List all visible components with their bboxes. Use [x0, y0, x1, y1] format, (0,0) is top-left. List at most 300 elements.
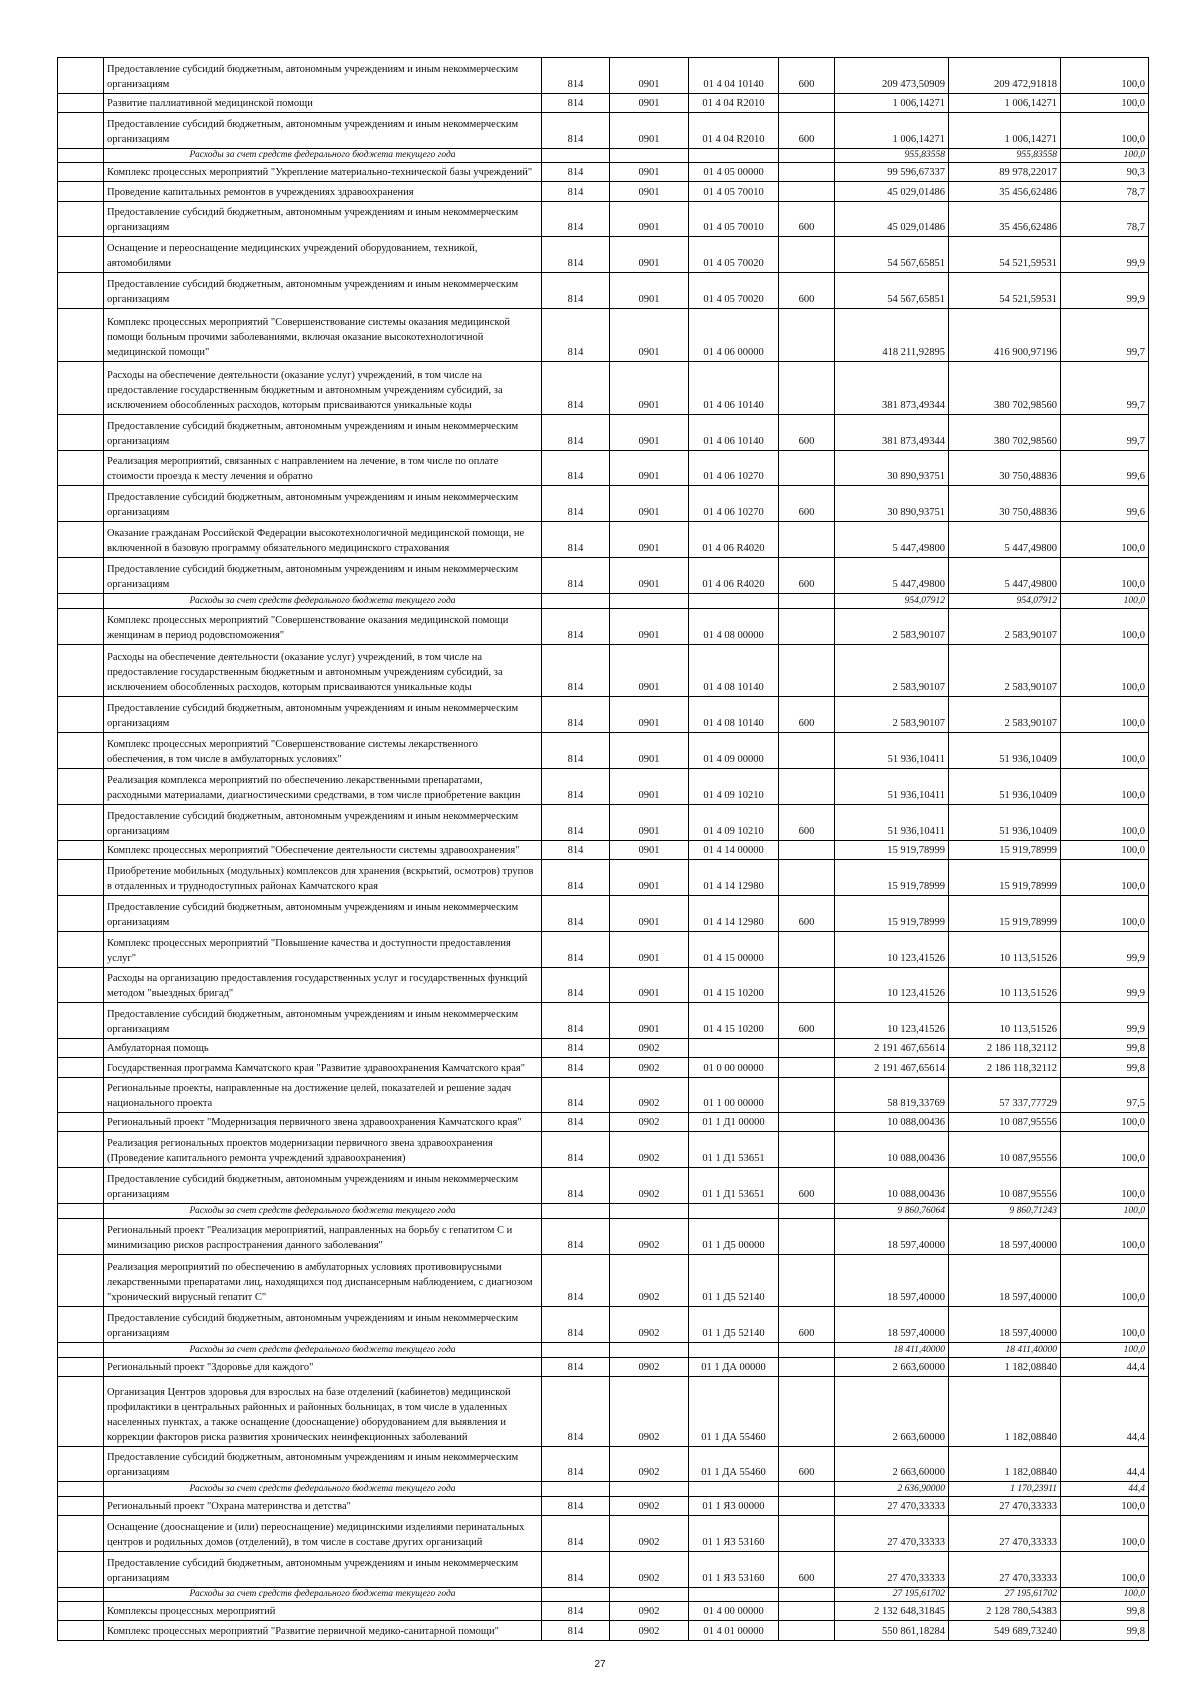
row-target-article: 01 4 06 R4020 — [689, 522, 779, 558]
row-code: 814 — [542, 112, 610, 148]
row-planned-amount: 2 583,90107 — [835, 697, 949, 733]
row-expense-type: 600 — [779, 1003, 835, 1039]
row-target-article: 01 1 Я3 53160 — [689, 1516, 779, 1552]
row-actual-amount: 30 750,48836 — [949, 450, 1061, 486]
row-execution-percent: 99,9 — [1061, 1003, 1149, 1039]
federal-budget-subrow — [58, 1482, 1149, 1497]
table-row — [58, 1058, 1149, 1077]
row-name: Реализация мероприятий по обеспечению в амбулаторных условиях противовирусными лекарственными препаратами лиц, находящихся под диспансерным наблюдением, с диагнозом "хронический вирусный гепатит С" — [104, 1254, 542, 1307]
row-section: 0902 — [610, 1218, 689, 1254]
row-code: 814 — [542, 1496, 610, 1515]
row-section: 0901 — [610, 895, 689, 931]
table-row — [58, 201, 1149, 237]
row-section: 0901 — [610, 840, 689, 859]
row-planned-amount: 45 029,01486 — [835, 182, 949, 201]
row-code: 814 — [542, 1446, 610, 1482]
row-expense-type — [779, 1204, 835, 1219]
row-section: 0901 — [610, 769, 689, 805]
row-index-cell — [58, 361, 104, 414]
row-index-cell — [58, 148, 104, 163]
table-row — [58, 1376, 1149, 1446]
row-planned-amount: 18 411,40000 — [835, 1343, 949, 1358]
row-name: Амбулаторная помощь — [104, 1039, 542, 1058]
row-index-cell — [58, 967, 104, 1003]
row-target-article: 01 4 05 70020 — [689, 273, 779, 309]
row-index-cell — [58, 1357, 104, 1376]
row-execution-percent: 99,9 — [1061, 967, 1149, 1003]
row-name: Комплекс процессных мероприятий "Обеспечение деятельности системы здравоохранения" — [104, 840, 542, 859]
row-name: Проведение капитальных ремонтов в учреждениях здравоохранения — [104, 182, 542, 201]
table-row — [58, 1003, 1149, 1039]
row-index-cell — [58, 163, 104, 182]
row-index-cell — [58, 1077, 104, 1113]
row-code: 814 — [542, 486, 610, 522]
row-section — [610, 1587, 689, 1602]
row-index-cell — [58, 608, 104, 644]
row-name: Реализация региональных проектов модернизации первичного звена здравоохранения (Проведение капитального ремонта учреждений здравоохранения) — [104, 1132, 542, 1168]
row-section: 0902 — [610, 1307, 689, 1343]
row-section: 0901 — [610, 58, 689, 94]
row-section: 0902 — [610, 1516, 689, 1552]
row-planned-amount: 954,07912 — [835, 594, 949, 609]
row-index-cell — [58, 1168, 104, 1204]
table-row — [58, 733, 1149, 769]
row-execution-percent: 100,0 — [1061, 1218, 1149, 1254]
row-code — [542, 1343, 610, 1358]
row-name: Государственная программа Камчатского края "Развитие здравоохранения Камчатского края" — [104, 1058, 542, 1077]
row-actual-amount: 2 583,90107 — [949, 608, 1061, 644]
table-row — [58, 1446, 1149, 1482]
row-code: 814 — [542, 1003, 610, 1039]
row-expense-type — [779, 1343, 835, 1358]
row-code: 814 — [542, 1254, 610, 1307]
row-section: 0901 — [610, 608, 689, 644]
row-name: Расходы на обеспечение деятельности (оказание услуг) учреждений, в том числе на предоставление государственным бюджетным и автономным учреждениям субсидий, за исключением обособленных расходов, которым присваиваются уникальные коды — [104, 644, 542, 697]
row-planned-amount: 5 447,49800 — [835, 522, 949, 558]
row-index-cell — [58, 1482, 104, 1497]
row-name: Региональные проекты, направленные на достижение целей, показателей и решение задач национального проекта — [104, 1077, 542, 1113]
row-name: Расходы за счет средств федерального бюджета текущего года — [104, 1204, 542, 1219]
row-name: Расходы за счет средств федерального бюджета текущего года — [104, 1343, 542, 1358]
row-planned-amount: 10 123,41526 — [835, 1003, 949, 1039]
row-name: Региональный проект "Охрана материнства и детства" — [104, 1496, 542, 1515]
row-index-cell — [58, 1307, 104, 1343]
row-planned-amount: 30 890,93751 — [835, 486, 949, 522]
row-planned-amount: 5 447,49800 — [835, 558, 949, 594]
table-row — [58, 1496, 1149, 1515]
row-index-cell — [58, 1132, 104, 1168]
row-actual-amount: 57 337,77729 — [949, 1077, 1061, 1113]
row-target-article: 01 1 Д5 00000 — [689, 1218, 779, 1254]
row-name: Комплекс процессных мероприятий "Укрепление материально-технической базы учреждений" — [104, 163, 542, 182]
row-execution-percent: 44,4 — [1061, 1446, 1149, 1482]
row-name: Реализация мероприятий, связанных с направлением на лечение, в том числе по оплате стоимости проезда к месту лечения и обратно — [104, 450, 542, 486]
row-actual-amount: 2 186 118,32112 — [949, 1039, 1061, 1058]
row-execution-percent: 99,8 — [1061, 1039, 1149, 1058]
row-code: 814 — [542, 163, 610, 182]
row-planned-amount: 18 597,40000 — [835, 1254, 949, 1307]
federal-budget-subrow — [58, 1343, 1149, 1358]
row-planned-amount: 30 890,93751 — [835, 450, 949, 486]
row-index-cell — [58, 1058, 104, 1077]
table-row — [58, 967, 1149, 1003]
row-execution-percent: 99,8 — [1061, 1058, 1149, 1077]
table-row — [58, 309, 1149, 362]
table-row — [58, 1516, 1149, 1552]
row-index-cell — [58, 1218, 104, 1254]
row-expense-type: 600 — [779, 1551, 835, 1587]
row-execution-percent: 90,3 — [1061, 163, 1149, 182]
row-target-article: 01 4 06 10270 — [689, 450, 779, 486]
row-actual-amount: 35 456,62486 — [949, 182, 1061, 201]
row-actual-amount: 2 128 780,54383 — [949, 1602, 1061, 1621]
row-execution-percent: 99,9 — [1061, 237, 1149, 273]
row-name: Предоставление субсидий бюджетным, автономным учреждениям и иным некоммерческим организациям — [104, 558, 542, 594]
row-code — [542, 1482, 610, 1497]
row-expense-type — [779, 594, 835, 609]
row-index-cell — [58, 1254, 104, 1307]
row-target-article: 01 4 15 10200 — [689, 1003, 779, 1039]
table-row — [58, 1621, 1149, 1641]
row-index-cell — [58, 733, 104, 769]
row-actual-amount: 9 860,71243 — [949, 1204, 1061, 1219]
row-code: 814 — [542, 840, 610, 859]
row-execution-percent: 99,8 — [1061, 1602, 1149, 1621]
row-section: 0901 — [610, 931, 689, 967]
table-row — [58, 273, 1149, 309]
row-name: Предоставление субсидий бюджетным, автономным учреждениям и иным некоммерческим организациям — [104, 112, 542, 148]
row-planned-amount: 1 006,14271 — [835, 93, 949, 112]
table-row — [58, 237, 1149, 273]
row-code: 814 — [542, 644, 610, 697]
row-target-article — [689, 1204, 779, 1219]
row-section: 0901 — [610, 309, 689, 362]
row-execution-percent: 100,0 — [1061, 1307, 1149, 1343]
row-section: 0901 — [610, 967, 689, 1003]
row-expense-type — [779, 1113, 835, 1132]
row-expense-type: 600 — [779, 804, 835, 840]
row-actual-amount: 51 936,10409 — [949, 769, 1061, 805]
row-target-article: 01 4 06 10270 — [689, 486, 779, 522]
row-actual-amount: 5 447,49800 — [949, 558, 1061, 594]
row-expense-type: 600 — [779, 895, 835, 931]
row-actual-amount: 955,83558 — [949, 148, 1061, 163]
row-target-article: 01 4 09 10210 — [689, 804, 779, 840]
row-execution-percent: 100,0 — [1061, 112, 1149, 148]
row-index-cell — [58, 931, 104, 967]
row-expense-type: 600 — [779, 1307, 835, 1343]
table-row — [58, 1168, 1149, 1204]
row-execution-percent: 100,0 — [1061, 1132, 1149, 1168]
page-number: 27 — [594, 1659, 606, 1670]
row-code — [542, 1587, 610, 1602]
row-execution-percent: 100,0 — [1061, 697, 1149, 733]
row-target-article: 01 4 06 10140 — [689, 361, 779, 414]
row-planned-amount: 10 088,00436 — [835, 1113, 949, 1132]
row-target-article: 01 4 09 00000 — [689, 733, 779, 769]
row-planned-amount: 2 583,90107 — [835, 608, 949, 644]
row-planned-amount: 58 819,33769 — [835, 1077, 949, 1113]
row-target-article: 01 4 08 10140 — [689, 644, 779, 697]
table-row — [58, 895, 1149, 931]
row-planned-amount: 381 873,49344 — [835, 414, 949, 450]
table-row — [58, 93, 1149, 112]
row-section: 0901 — [610, 201, 689, 237]
row-target-article: 01 1 Д5 52140 — [689, 1307, 779, 1343]
row-execution-percent: 100,0 — [1061, 58, 1149, 94]
row-name: Предоставление субсидий бюджетным, автономным учреждениям и иным некоммерческим организациям — [104, 273, 542, 309]
row-section: 0901 — [610, 273, 689, 309]
row-index-cell — [58, 93, 104, 112]
table-row — [58, 558, 1149, 594]
row-execution-percent: 99,9 — [1061, 931, 1149, 967]
row-expense-type — [779, 967, 835, 1003]
row-index-cell — [58, 1602, 104, 1621]
row-code: 814 — [542, 450, 610, 486]
row-code: 814 — [542, 58, 610, 94]
row-planned-amount: 51 936,10411 — [835, 769, 949, 805]
row-execution-percent: 100,0 — [1061, 859, 1149, 895]
row-execution-percent: 100,0 — [1061, 1516, 1149, 1552]
row-target-article: 01 4 01 00000 — [689, 1621, 779, 1641]
row-name: Предоставление субсидий бюджетным, автономным учреждениям и иным некоммерческим организациям — [104, 1446, 542, 1482]
row-target-article: 01 4 00 00000 — [689, 1602, 779, 1621]
row-expense-type — [779, 182, 835, 201]
row-target-article — [689, 594, 779, 609]
row-planned-amount: 15 919,78999 — [835, 859, 949, 895]
row-target-article: 01 1 Я3 00000 — [689, 1496, 779, 1515]
row-actual-amount: 10 113,51526 — [949, 1003, 1061, 1039]
row-name: Расходы за счет средств федерального бюджета текущего года — [104, 594, 542, 609]
row-code: 814 — [542, 1602, 610, 1621]
row-planned-amount: 27 470,33333 — [835, 1516, 949, 1552]
row-target-article: 01 1 ДА 00000 — [689, 1357, 779, 1376]
table-row — [58, 1077, 1149, 1113]
table-row — [58, 1551, 1149, 1587]
row-actual-amount: 30 750,48836 — [949, 486, 1061, 522]
row-target-article: 01 1 Д1 53651 — [689, 1132, 779, 1168]
row-planned-amount: 18 597,40000 — [835, 1307, 949, 1343]
row-planned-amount: 209 473,50909 — [835, 58, 949, 94]
row-code: 814 — [542, 273, 610, 309]
row-section: 0901 — [610, 414, 689, 450]
row-code: 814 — [542, 967, 610, 1003]
row-planned-amount: 550 861,18284 — [835, 1621, 949, 1641]
row-code: 814 — [542, 733, 610, 769]
row-code: 814 — [542, 1132, 610, 1168]
row-code: 814 — [542, 1058, 610, 1077]
row-name: Комплексы процессных мероприятий — [104, 1602, 542, 1621]
row-target-article: 01 1 Д1 00000 — [689, 1113, 779, 1132]
row-expense-type — [779, 1254, 835, 1307]
row-code: 814 — [542, 361, 610, 414]
row-name: Оснащение (дооснащение и (или) переоснащение) медицинскими изделиями перинатальных центров и родильных домов (отделений), в том числе в составе других организаций — [104, 1516, 542, 1552]
row-code: 814 — [542, 1218, 610, 1254]
row-expense-type — [779, 1077, 835, 1113]
table-row — [58, 58, 1149, 94]
row-target-article — [689, 148, 779, 163]
row-actual-amount: 27 195,61702 — [949, 1587, 1061, 1602]
row-target-article — [689, 1482, 779, 1497]
row-execution-percent: 100,0 — [1061, 1113, 1149, 1132]
row-name: Предоставление субсидий бюджетным, автономным учреждениям и иным некоммерческим организациям — [104, 201, 542, 237]
row-index-cell — [58, 414, 104, 450]
row-actual-amount: 27 470,33333 — [949, 1516, 1061, 1552]
row-expense-type — [779, 522, 835, 558]
row-name: Предоставление субсидий бюджетным, автономным учреждениям и иным некоммерческим организациям — [104, 486, 542, 522]
row-target-article: 01 4 04 R2010 — [689, 93, 779, 112]
row-code: 814 — [542, 1376, 610, 1446]
row-execution-percent: 100,0 — [1061, 1551, 1149, 1587]
table-row — [58, 1357, 1149, 1376]
table-row — [58, 450, 1149, 486]
row-section: 0901 — [610, 486, 689, 522]
row-index-cell — [58, 895, 104, 931]
row-name: Комплекс процессных мероприятий "Совершенствование системы лекарственного обеспечения, в том числе в амбулаторных условиях" — [104, 733, 542, 769]
row-actual-amount: 35 456,62486 — [949, 201, 1061, 237]
row-index-cell — [58, 1587, 104, 1602]
row-section: 0902 — [610, 1254, 689, 1307]
row-actual-amount: 1 182,08840 — [949, 1446, 1061, 1482]
row-expense-type — [779, 1587, 835, 1602]
row-execution-percent: 99,6 — [1061, 486, 1149, 522]
row-execution-percent: 100,0 — [1061, 93, 1149, 112]
row-section: 0901 — [610, 558, 689, 594]
row-target-article: 01 4 05 70020 — [689, 237, 779, 273]
table-row — [58, 697, 1149, 733]
row-expense-type — [779, 608, 835, 644]
row-target-article: 01 1 ДА 55460 — [689, 1446, 779, 1482]
row-target-article: 01 4 08 00000 — [689, 608, 779, 644]
row-expense-type — [779, 361, 835, 414]
row-code: 814 — [542, 309, 610, 362]
row-target-article: 01 4 06 10140 — [689, 414, 779, 450]
row-index-cell — [58, 201, 104, 237]
row-section: 0901 — [610, 450, 689, 486]
row-section: 0902 — [610, 1113, 689, 1132]
row-execution-percent: 100,0 — [1061, 594, 1149, 609]
row-expense-type — [779, 931, 835, 967]
row-expense-type — [779, 1039, 835, 1058]
row-target-article: 01 4 05 70010 — [689, 182, 779, 201]
row-actual-amount: 18 597,40000 — [949, 1218, 1061, 1254]
row-name: Комплекс процессных мероприятий "Совершенствование системы оказания медицинской помощи больным прочими заболеваниями, включая оказание высокотехнологичной медицинской помощи" — [104, 309, 542, 362]
row-section: 0902 — [610, 1357, 689, 1376]
row-execution-percent: 100,0 — [1061, 608, 1149, 644]
row-expense-type — [779, 1496, 835, 1515]
table-row — [58, 1254, 1149, 1307]
row-section: 0902 — [610, 1621, 689, 1641]
row-index-cell — [58, 486, 104, 522]
row-planned-amount: 10 088,00436 — [835, 1132, 949, 1168]
row-name: Приобретение мобильных (модульных) комплексов для хранения (вскрытий, осмотров) трупов в отдаленных и труднодоступных районах Камчатского края — [104, 859, 542, 895]
row-actual-amount: 209 472,91818 — [949, 58, 1061, 94]
row-actual-amount: 549 689,73240 — [949, 1621, 1061, 1641]
row-expense-type: 600 — [779, 112, 835, 148]
row-actual-amount: 1 006,14271 — [949, 112, 1061, 148]
row-name: Расходы за счет средств федерального бюджета текущего года — [104, 148, 542, 163]
row-actual-amount: 18 411,40000 — [949, 1343, 1061, 1358]
row-planned-amount: 10 123,41526 — [835, 967, 949, 1003]
row-code: 814 — [542, 608, 610, 644]
row-execution-percent: 99,9 — [1061, 273, 1149, 309]
row-target-article: 01 1 ДА 55460 — [689, 1376, 779, 1446]
row-section: 0902 — [610, 1132, 689, 1168]
row-section: 0901 — [610, 522, 689, 558]
row-section: 0901 — [610, 859, 689, 895]
row-name: Предоставление субсидий бюджетным, автономным учреждениям и иным некоммерческим организациям — [104, 414, 542, 450]
row-expense-type — [779, 163, 835, 182]
row-name: Предоставление субсидий бюджетным, автономным учреждениям и иным некоммерческим организациям — [104, 895, 542, 931]
row-index-cell — [58, 1039, 104, 1058]
row-code: 814 — [542, 1307, 610, 1343]
row-planned-amount: 54 567,65851 — [835, 237, 949, 273]
row-expense-type — [779, 1357, 835, 1376]
federal-budget-subrow — [58, 148, 1149, 163]
row-actual-amount: 18 597,40000 — [949, 1254, 1061, 1307]
row-expense-type: 600 — [779, 486, 835, 522]
row-execution-percent: 100,0 — [1061, 733, 1149, 769]
row-code: 814 — [542, 93, 610, 112]
row-target-article: 01 4 04 10140 — [689, 58, 779, 94]
row-expense-type: 600 — [779, 273, 835, 309]
row-actual-amount: 5 447,49800 — [949, 522, 1061, 558]
row-target-article: 01 4 14 00000 — [689, 840, 779, 859]
row-index-cell — [58, 840, 104, 859]
row-target-article: 01 4 06 R4020 — [689, 558, 779, 594]
row-planned-amount: 2 636,90000 — [835, 1482, 949, 1497]
row-actual-amount: 10 087,95556 — [949, 1168, 1061, 1204]
table-row — [58, 769, 1149, 805]
table-row — [58, 1113, 1149, 1132]
row-expense-type — [779, 1132, 835, 1168]
table-row — [58, 608, 1149, 644]
row-actual-amount: 1 170,23911 — [949, 1482, 1061, 1497]
row-index-cell — [58, 859, 104, 895]
row-execution-percent: 44,4 — [1061, 1482, 1149, 1497]
row-target-article: 01 4 14 12980 — [689, 895, 779, 931]
row-target-article: 01 4 09 10210 — [689, 769, 779, 805]
row-index-cell — [58, 1376, 104, 1446]
row-index-cell — [58, 450, 104, 486]
row-actual-amount: 2 186 118,32112 — [949, 1058, 1061, 1077]
row-target-article: 01 4 15 00000 — [689, 931, 779, 967]
row-target-article: 01 1 00 00000 — [689, 1077, 779, 1113]
row-name: Предоставление субсидий бюджетным, автономным учреждениям и иным некоммерческим организациям — [104, 1168, 542, 1204]
row-name: Комплекс процессных мероприятий "Развитие первичной медико-санитарной помощи" — [104, 1621, 542, 1641]
row-name: Развитие паллиативной медицинской помощи — [104, 93, 542, 112]
row-expense-type: 600 — [779, 1168, 835, 1204]
row-section — [610, 1343, 689, 1358]
row-code: 814 — [542, 1039, 610, 1058]
row-actual-amount: 51 936,10409 — [949, 733, 1061, 769]
row-name: Региональный проект "Модернизация первичного звена здравоохранения Камчатского края" — [104, 1113, 542, 1132]
row-execution-percent: 100,0 — [1061, 840, 1149, 859]
row-code: 814 — [542, 895, 610, 931]
row-planned-amount: 2 191 467,65614 — [835, 1039, 949, 1058]
row-target-article — [689, 1039, 779, 1058]
row-code: 814 — [542, 1621, 610, 1641]
row-index-cell — [58, 1113, 104, 1132]
row-actual-amount: 1 182,08840 — [949, 1357, 1061, 1376]
row-planned-amount: 2 132 648,31845 — [835, 1602, 949, 1621]
row-target-article: 01 1 Д1 53651 — [689, 1168, 779, 1204]
row-section: 0902 — [610, 1039, 689, 1058]
table-row — [58, 486, 1149, 522]
row-expense-type — [779, 1482, 835, 1497]
row-execution-percent: 99,8 — [1061, 1621, 1149, 1641]
row-index-cell — [58, 1003, 104, 1039]
